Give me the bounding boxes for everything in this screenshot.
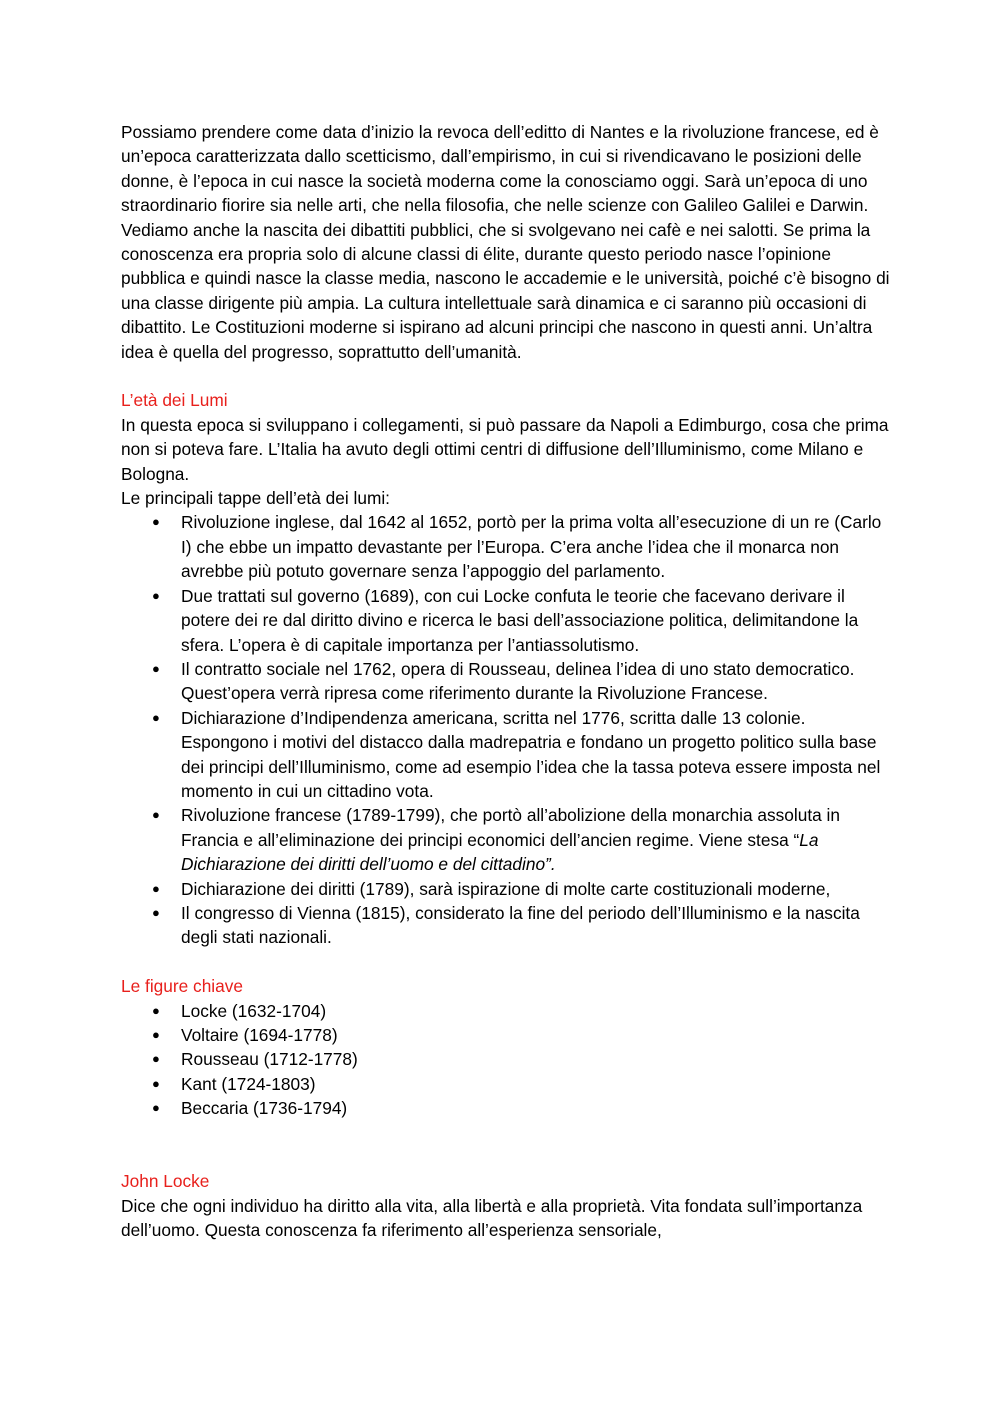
list-item: ● Locke (1632-1704) xyxy=(181,999,891,1023)
list-item: ● Kant (1724-1803) xyxy=(181,1072,891,1096)
spacer xyxy=(121,950,891,974)
list-item: ● Due trattati sul governo (1689), con cui Locke confuta le teorie che facevano derivare il potere dei re dal diritto divino e ricerca le basi dell’associazione politica, delimitandone la sfera. L’opera è di capitale importanza per l’antiassolutismo. xyxy=(181,584,891,657)
list-item: ● Il contratto sociale nel 1762, opera di Rousseau, delinea l’idea di uno stato democratico. Quest’opera verrà ripresa come riferimento durante la Rivoluzione Francese. xyxy=(181,657,891,706)
list-item: ● Beccaria (1736-1794) xyxy=(181,1096,891,1120)
intro-paragraph: Possiamo prendere come data d’inizio la revoca dell’editto di Nantes e la rivoluzione francese, ed è un’epoca caratterizzata dallo scetticismo, dall’empirismo, in cui si rivendicavano le posizioni delle donne, è l’epoca in cui nasce la società moderna come la conosciamo oggi. Sarà un’epoca di uno straordinario fiorire sia nelle arti, che nella filosofia, che nelle scienze con Galileo Galilei e Darwin. Vediamo anche la nascita dei dibattiti pubblici, che si svolgevano nei cafè e nei salotti. Se prima la conoscenza era propria solo di alcune classi di élite, durante questo periodo nasce l’opinione pubblica e quindi nasce la classe media, nascono le accademie e le università, poiché c’è bisogno di una classe dirigente più ampia. La cultura intellettuale sarà dinamica e ci saranno più occasioni di dibattito. Le Costituzioni moderne si ispirano ad alcuni principi che nascono in questi anni. Un’altra idea è quella del progresso, soprattutto dell’umanità. xyxy=(121,122,890,362)
section-heading-lumi: L’età dei Lumi xyxy=(121,390,228,411)
lumi-stages-list xyxy=(121,510,891,949)
lumi-list-intro: Le principali tappe dell’età dei lumi: xyxy=(121,488,390,509)
list-item-italic-title: La Dichiarazione dei diritti dell’uomo e del cittadino”. xyxy=(181,829,819,875)
list-item: ● Rousseau (1712-1778) xyxy=(181,1047,891,1071)
locke-paragraph: Dice che ogni individuo ha diritto alla vita, alla libertà e alla proprietà. Vita fondata sull’importanza dell’uomo. Questa conoscenza fa riferimento all’esperienza sensoriale, xyxy=(121,1195,863,1241)
lumi-paragraph: In questa epoca si sviluppano i collegamenti, si può passare da Napoli a Edimburgo, cosa che prima non si poteva fare. L’Italia ha avuto degli ottimi centri di diffusione dell’Illuminismo, come Milano e Bologna. xyxy=(121,414,889,484)
document-page xyxy=(121,120,891,1243)
section-heading-locke: John Locke xyxy=(121,1171,210,1192)
list-item xyxy=(181,803,891,876)
list-item: ● Dichiarazione dei diritti (1789), sarà ispirazione di molte carte costituzionali moderne, xyxy=(181,877,891,901)
key-figures-list xyxy=(121,999,891,1121)
spacer xyxy=(121,1121,891,1170)
list-item: ● Rivoluzione inglese, dal 1642 al 1652, portò per la prima volta all’esecuzione di un re (Carlo I) che ebbe un impatto devastante per l’Europa. C’era anche l’idea che il monarca non avrebbe più potuto governare senza l’appoggio del parlamento. xyxy=(181,510,891,583)
spacer xyxy=(121,364,891,388)
list-item: ● Il congresso di Vienna (1815), considerato la fine del periodo dell’Illuminismo e la nascita degli stati nazionali. xyxy=(181,901,891,950)
list-item-text: Rivoluzione francese (1789-1799), che portò all’abolizione della monarchia assoluta in Francia e all’eliminazione dei principi economici dell’ancien regime. Viene stesa “ xyxy=(181,805,840,850)
list-item: ● Dichiarazione d’Indipendenza americana, scritta nel 1776, scritta dalle 13 colonie. Espongono i motivi del distacco dalla madrepatria e fondano un progetto politico sulla base dei principi dell’Illuminismo, come ad esempio l’idea che la tassa poteva essere imposta nel momento in cui un cittadino vota. xyxy=(181,706,891,804)
section-heading-figure: Le figure chiave xyxy=(121,976,244,997)
list-item: ● Voltaire (1694-1778) xyxy=(181,1023,891,1047)
